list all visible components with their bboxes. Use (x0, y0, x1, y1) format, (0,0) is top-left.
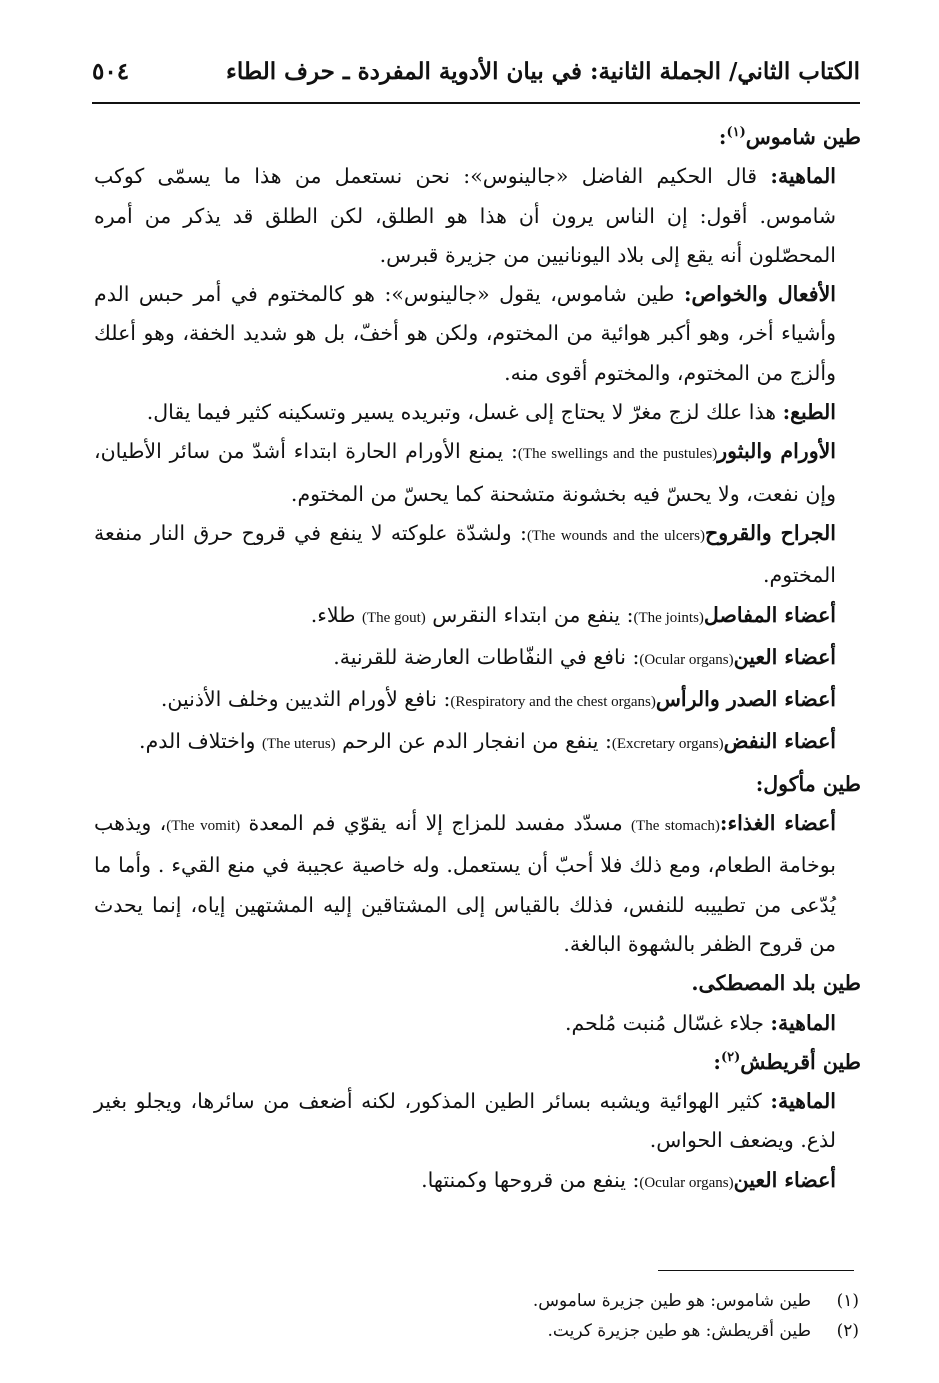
english-gloss: (Excretary organs) (611, 736, 724, 753)
running-title: الكتاب الثاني/ الجملة الثانية: في بيان الأدوية المفردة ـ حرف الطاء (226, 58, 860, 85)
body-text: : نافع لأورام الثديين وخلف الأذنين. (160, 687, 451, 712)
footnote-number: (١) (836, 1291, 859, 1311)
entry-term: أعضاء العين (733, 1167, 836, 1192)
section-heading (94, 964, 861, 1003)
entry-term: الأفعال والخواص: (683, 282, 836, 307)
english-gloss: (Respiratory and the chest organs) (450, 694, 656, 711)
heading-suffix: : (755, 771, 764, 796)
page-body (94, 118, 861, 1203)
paragraph (94, 157, 861, 275)
footnote (259, 1286, 859, 1316)
entry-term: أعضاء العين (733, 644, 836, 669)
body-text: : ينفع من ابتداء النقرس (425, 602, 634, 627)
heading-text: طين بلد المصطكى. (691, 971, 861, 996)
english-gloss: (The stomach) (631, 818, 720, 835)
paragraph (94, 275, 861, 393)
footnote-number: (٢) (836, 1321, 859, 1341)
entry-term: أعضاء النفض (723, 729, 836, 754)
paragraph (94, 680, 861, 722)
entry-term: الجراح والقروح (704, 520, 837, 545)
section-heading (94, 765, 861, 804)
paragraph (94, 1004, 861, 1043)
body-text: : نافع في النفّاطات العارضة للقرنية. (333, 644, 640, 669)
english-gloss: (Ocular organs) (639, 1174, 734, 1191)
body-text: : ينفع من قروحها وكمنتها. (421, 1167, 640, 1192)
entry-term: أعضاء المفاصل (703, 602, 836, 627)
body-text: : ينفع من انفجار الدم عن الرحم (335, 729, 612, 754)
page-number: ٥٠٤ (92, 58, 130, 85)
body-text: : ولشدّة علوكته لا ينفع في قروح حرق النار منفعة المختوم. (94, 520, 836, 588)
paragraph (94, 393, 861, 432)
body-text: مسدّد مفسد للمزاج إلا أنه يقوّي فم المعدة (240, 811, 632, 836)
footnote (259, 1316, 859, 1346)
body-text: . وأما ما يُدّعى من تطييبه للنفس، فذلك بالقياس إلى المشتاقين إليه المشتهين إياه، إنما يحدث من قروح الظفر بالشهوة البالغة. (94, 853, 836, 956)
entry-term: الطبع: (782, 400, 836, 425)
section-heading (94, 118, 861, 157)
paragraph (94, 514, 861, 596)
body-text: هذا علك لزج مغرّ لا يحتاج إلى غسل، وتبريده يسير وتسكينه كثير فيما يقال. (146, 400, 783, 425)
footnote-ref: (٢) (720, 1050, 741, 1065)
paragraph (94, 1082, 861, 1161)
body-text: جلاء غسّال مُنبت مُلحم. (564, 1010, 771, 1035)
footnote-text: طين أقريطش: هو طين جزيرة كريت. (547, 1321, 811, 1341)
footnote-text: طين شاموس: هو طين جزيرة ساموس. (532, 1291, 811, 1311)
entry-term: الماهية: (770, 1010, 836, 1035)
entry-term: الماهية: (770, 1089, 836, 1114)
paragraph (94, 1161, 861, 1203)
english-gloss: (Ocular organs) (639, 651, 734, 668)
english-gloss: (The wounds and the ulcers) (526, 527, 705, 544)
paragraph (94, 596, 861, 638)
section-heading (94, 1043, 861, 1082)
body-text: طلاء. (310, 602, 363, 627)
heading-suffix: : (713, 1049, 721, 1074)
heading-text: طين أقريطش (740, 1049, 861, 1074)
heading-text: طين مأكول (763, 771, 861, 796)
english-gloss: (The joints) (633, 609, 704, 626)
entry-term: الماهية: (770, 164, 836, 189)
english-gloss: (The uterus) (261, 736, 336, 753)
entry-term: أعضاء الغذاء: (719, 811, 836, 836)
footnote-ref: (١) (726, 125, 746, 141)
heading-suffix: : (718, 125, 727, 149)
paragraph (94, 432, 861, 514)
english-gloss: (The swellings and the pustules) (517, 446, 718, 463)
paragraph (94, 722, 861, 764)
body-text: كثير الهوائية ويشبه بسائر الطين المذكور، لكنه أضعف من سائرها، ويجلو بغير لذع. ويضعف الحواس. (94, 1089, 836, 1153)
entry-term: أعضاء الصدر والرأس (655, 687, 836, 712)
body-text: ، ويذهب بوخامة الطعام، ومع ذلك فلا أحبّ أن يستعمل. وله خاصية عجيبة في منع القيء (94, 811, 836, 878)
english-gloss: (The vomit) (166, 818, 241, 835)
footnote-separator (658, 1270, 854, 1271)
english-gloss: (The gout) (362, 609, 426, 626)
body-text: واختلاف الدم. (139, 729, 262, 754)
body-text: : يمنع الأورام الحارة ابتداء أشدّ من سائر الأطيان، وإن نفعت، ولا يحسّ فيه بخشونة متشحنة كما يحسّ من المختوم. (94, 439, 836, 506)
page-header (92, 52, 860, 104)
footnotes (259, 1286, 859, 1346)
body-text: طين شاموس، يقول «جالينوس»: هو كالمختوم في أمر حبس الدم وأشياء أخر، وهو أكبر هوائية من المختوم، ولكن هو أخفّ، بل هو شديد الخفة، وهو أعلك وألزج من المختوم، والمختوم أقوى منه. (94, 282, 836, 385)
body-text: قال الحكيم الفاضل «جالينوس»: نحن نستعمل من هذا ما يسمّى كوكب شاموس. أقول: إن الناس يرون أن هذا هو الطلق، لكن الطلق قد يذكر من أمره المحصّلون أنه يقع إلى بلاد اليونانيين من جزيرة قبرس. (94, 164, 836, 267)
paragraph (94, 804, 861, 964)
paragraph (94, 638, 861, 680)
entry-term: الأورام والبثور (717, 439, 836, 464)
heading-text: طين شاموس (745, 125, 861, 149)
